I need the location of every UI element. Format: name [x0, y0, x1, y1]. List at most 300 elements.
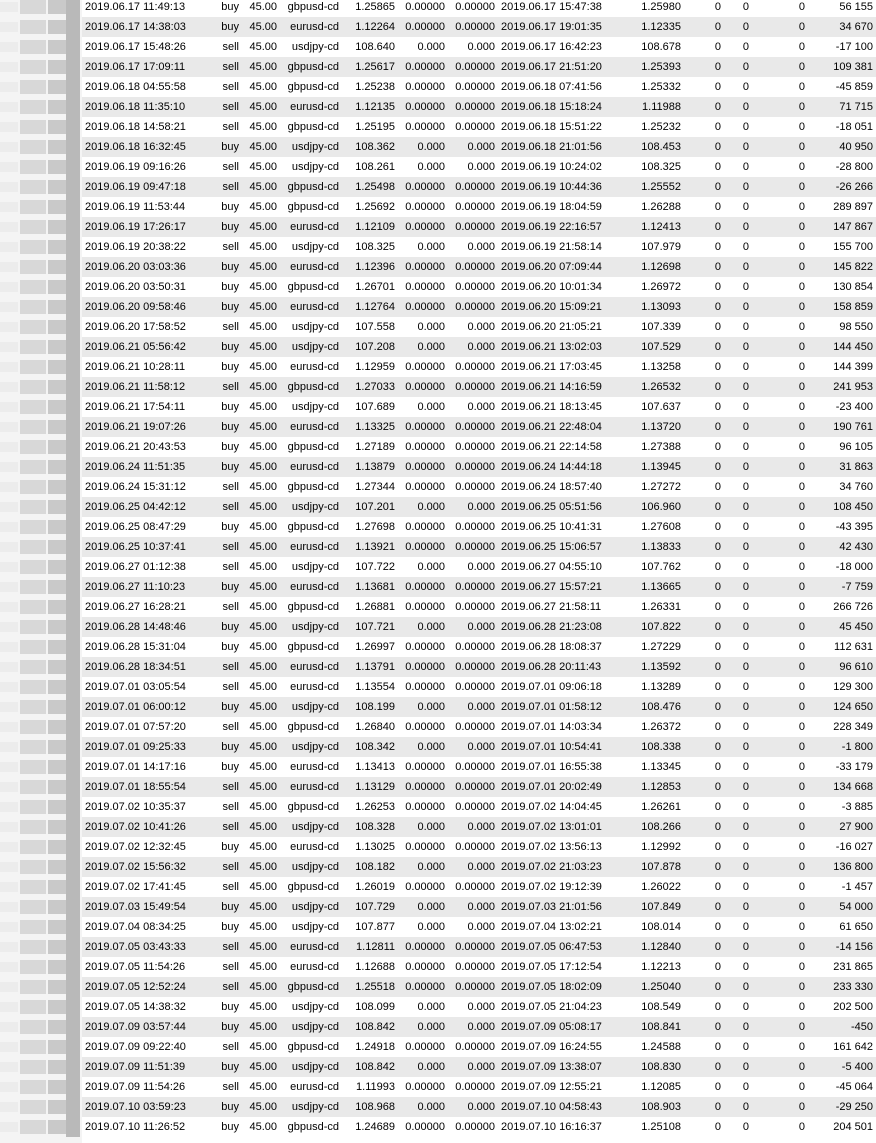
stop-loss-cell: 0.00000 [398, 417, 448, 437]
open-price-cell: 1.25238 [342, 77, 398, 97]
type-cell: sell [207, 877, 242, 897]
redacted-ticket [0, 977, 82, 997]
stop-loss-cell: 0.00000 [398, 597, 448, 617]
swap-cell: 0 [752, 97, 808, 117]
close-price-cell: 1.26532 [626, 377, 684, 397]
open-time-cell: 2019.07.01 14:17:16 [82, 757, 207, 777]
swap-cell: 0 [752, 777, 808, 797]
close-price-cell: 108.014 [626, 917, 684, 937]
stop-loss-cell: 0.00000 [398, 457, 448, 477]
close-price-cell: 1.26288 [626, 197, 684, 217]
profit-cell: 54 000 [808, 897, 876, 917]
take-profit-cell: 0.00000 [448, 597, 498, 617]
taxes-cell: 0 [724, 1097, 752, 1117]
open-time-cell: 2019.06.20 03:50:31 [82, 277, 207, 297]
stop-loss-cell: 0.00000 [398, 17, 448, 37]
taxes-cell: 0 [724, 757, 752, 777]
commission-cell: 0 [684, 677, 724, 697]
taxes-cell: 0 [724, 17, 752, 37]
item-cell: eurusd-cd [280, 217, 342, 237]
redacted-ticket [0, 617, 82, 637]
stop-loss-cell: 0.00000 [398, 1037, 448, 1057]
item-cell: usdjpy-cd [280, 497, 342, 517]
commission-cell: 0 [684, 117, 724, 137]
open-price-cell: 1.25195 [342, 117, 398, 137]
take-profit-cell: 0.00000 [448, 437, 498, 457]
type-cell: sell [207, 37, 242, 57]
item-cell: eurusd-cd [280, 417, 342, 437]
redacted-ticket [0, 97, 82, 117]
type-cell: sell [207, 557, 242, 577]
open-time-cell: 2019.06.21 17:54:11 [82, 397, 207, 417]
size-cell: 45.00 [242, 377, 280, 397]
item-cell: gbpusd-cd [280, 1037, 342, 1057]
take-profit-cell: 0.00000 [448, 957, 498, 977]
open-time-cell: 2019.06.19 09:47:18 [82, 177, 207, 197]
close-price-cell: 107.849 [626, 897, 684, 917]
size-cell: 45.00 [242, 57, 280, 77]
stop-loss-cell: 0.000 [398, 697, 448, 717]
close-time-cell: 2019.06.18 15:18:24 [498, 97, 626, 117]
open-time-cell: 2019.06.18 11:35:10 [82, 97, 207, 117]
taxes-cell: 0 [724, 237, 752, 257]
commission-cell: 0 [684, 937, 724, 957]
take-profit-cell: 0.00000 [448, 477, 498, 497]
close-time-cell: 2019.07.02 13:56:13 [498, 837, 626, 857]
table-row [82, 597, 876, 617]
take-profit-cell: 0.00000 [448, 937, 498, 957]
table-row [82, 757, 876, 777]
profit-cell: -1 800 [808, 737, 876, 757]
open-price-cell: 107.877 [342, 917, 398, 937]
open-price-cell: 1.26997 [342, 637, 398, 657]
close-price-cell: 1.27608 [626, 517, 684, 537]
profit-cell: 129 300 [808, 677, 876, 697]
swap-cell: 0 [752, 517, 808, 537]
taxes-cell: 0 [724, 817, 752, 837]
stop-loss-cell: 0.00000 [398, 297, 448, 317]
close-time-cell: 2019.06.27 04:55:10 [498, 557, 626, 577]
take-profit-cell: 0.00000 [448, 837, 498, 857]
close-time-cell: 2019.06.17 16:42:23 [498, 37, 626, 57]
profit-cell: 40 950 [808, 137, 876, 157]
swap-cell: 0 [752, 997, 808, 1017]
open-price-cell: 108.325 [342, 237, 398, 257]
redacted-ticket [0, 437, 82, 457]
profit-cell: -43 395 [808, 517, 876, 537]
commission-cell: 0 [684, 357, 724, 377]
open-price-cell: 1.25498 [342, 177, 398, 197]
open-time-cell: 2019.06.28 14:48:46 [82, 617, 207, 637]
close-time-cell: 2019.06.19 18:04:59 [498, 197, 626, 217]
commission-cell: 0 [684, 897, 724, 917]
close-time-cell: 2019.06.18 21:01:56 [498, 137, 626, 157]
open-time-cell: 2019.07.01 18:55:54 [82, 777, 207, 797]
taxes-cell: 0 [724, 477, 752, 497]
item-cell: usdjpy-cd [280, 737, 342, 757]
redacted-ticket [0, 137, 82, 157]
size-cell: 45.00 [242, 197, 280, 217]
taxes-cell: 0 [724, 857, 752, 877]
table-row [82, 37, 876, 57]
redacted-ticket [0, 77, 82, 97]
type-cell: sell [207, 857, 242, 877]
size-cell: 45.00 [242, 937, 280, 957]
close-price-cell: 1.13345 [626, 757, 684, 777]
swap-cell: 0 [752, 677, 808, 697]
take-profit-cell: 0.00000 [448, 777, 498, 797]
table-row [82, 377, 876, 397]
close-time-cell: 2019.06.17 21:51:20 [498, 57, 626, 77]
open-time-cell: 2019.07.02 12:32:45 [82, 837, 207, 857]
taxes-cell: 0 [724, 177, 752, 197]
swap-cell: 0 [752, 77, 808, 97]
close-time-cell: 2019.06.21 14:16:59 [498, 377, 626, 397]
stop-loss-cell: 0.00000 [398, 57, 448, 77]
commission-cell: 0 [684, 757, 724, 777]
size-cell: 45.00 [242, 437, 280, 457]
open-price-cell: 1.26701 [342, 277, 398, 297]
redacted-ticket [0, 237, 82, 257]
stop-loss-cell: 0.000 [398, 997, 448, 1017]
type-cell: buy [207, 617, 242, 637]
swap-cell: 0 [752, 697, 808, 717]
close-time-cell: 2019.07.09 12:55:21 [498, 1077, 626, 1097]
swap-cell: 0 [752, 737, 808, 757]
table-row [82, 1117, 876, 1137]
take-profit-cell: 0.00000 [448, 417, 498, 437]
open-time-cell: 2019.07.02 10:41:26 [82, 817, 207, 837]
stop-loss-cell: 0.00000 [398, 657, 448, 677]
type-cell: buy [207, 1117, 242, 1137]
profit-cell: -5 400 [808, 1057, 876, 1077]
type-cell: sell [207, 57, 242, 77]
open-time-cell: 2019.06.19 20:38:22 [82, 237, 207, 257]
stop-loss-cell: 0.00000 [398, 257, 448, 277]
open-price-cell: 107.721 [342, 617, 398, 637]
close-price-cell: 108.830 [626, 1057, 684, 1077]
size-cell: 45.00 [242, 917, 280, 937]
stop-loss-cell: 0.00000 [398, 377, 448, 397]
close-time-cell: 2019.06.27 15:57:21 [498, 577, 626, 597]
open-price-cell: 1.13325 [342, 417, 398, 437]
commission-cell: 0 [684, 797, 724, 817]
close-price-cell: 107.979 [626, 237, 684, 257]
item-cell: usdjpy-cd [280, 157, 342, 177]
item-cell: gbpusd-cd [280, 197, 342, 217]
stop-loss-cell: 0.00000 [398, 777, 448, 797]
table-row [82, 897, 876, 917]
open-price-cell: 1.24918 [342, 1037, 398, 1057]
table-row [82, 437, 876, 457]
close-time-cell: 2019.07.05 18:02:09 [498, 977, 626, 997]
open-price-cell: 1.12396 [342, 257, 398, 277]
commission-cell: 0 [684, 497, 724, 517]
type-cell: sell [207, 597, 242, 617]
taxes-cell: 0 [724, 977, 752, 997]
redacted-ticket [0, 497, 82, 517]
open-time-cell: 2019.07.10 11:26:52 [82, 1117, 207, 1137]
profit-cell: 289 897 [808, 197, 876, 217]
item-cell: gbpusd-cd [280, 377, 342, 397]
profit-cell: 228 349 [808, 717, 876, 737]
redacted-ticket [0, 317, 82, 337]
table-row [82, 117, 876, 137]
close-price-cell: 1.12840 [626, 937, 684, 957]
swap-cell: 0 [752, 417, 808, 437]
taxes-cell: 0 [724, 897, 752, 917]
item-cell: eurusd-cd [280, 677, 342, 697]
redacted-ticket [0, 277, 82, 297]
table-row [82, 957, 876, 977]
close-time-cell: 2019.06.28 18:08:37 [498, 637, 626, 657]
close-time-cell: 2019.06.24 14:44:18 [498, 457, 626, 477]
profit-cell: 144 399 [808, 357, 876, 377]
swap-cell: 0 [752, 557, 808, 577]
table-row [82, 917, 876, 937]
close-time-cell: 2019.07.01 09:06:18 [498, 677, 626, 697]
taxes-cell: 0 [724, 157, 752, 177]
open-price-cell: 1.26840 [342, 717, 398, 737]
commission-cell: 0 [684, 1017, 724, 1037]
type-cell: buy [207, 197, 242, 217]
open-price-cell: 1.13681 [342, 577, 398, 597]
take-profit-cell: 0.000 [448, 317, 498, 337]
close-time-cell: 2019.06.17 15:47:38 [498, 0, 626, 17]
table-row [82, 157, 876, 177]
profit-cell: 136 800 [808, 857, 876, 877]
commission-cell: 0 [684, 417, 724, 437]
open-price-cell: 1.12959 [342, 357, 398, 377]
open-price-cell: 108.362 [342, 137, 398, 157]
swap-cell: 0 [752, 0, 808, 17]
table-row [82, 657, 876, 677]
close-price-cell: 108.325 [626, 157, 684, 177]
table-row [82, 457, 876, 477]
item-cell: gbpusd-cd [280, 797, 342, 817]
profit-cell: 147 867 [808, 217, 876, 237]
close-time-cell: 2019.07.09 16:24:55 [498, 1037, 626, 1057]
type-cell: buy [207, 437, 242, 457]
size-cell: 45.00 [242, 17, 280, 37]
size-cell: 45.00 [242, 1077, 280, 1097]
profit-cell: -450 [808, 1017, 876, 1037]
open-time-cell: 2019.06.24 15:31:12 [82, 477, 207, 497]
close-price-cell: 108.678 [626, 37, 684, 57]
redacted-ticket [0, 17, 82, 37]
profit-cell: -17 100 [808, 37, 876, 57]
commission-cell: 0 [684, 557, 724, 577]
close-price-cell: 1.26972 [626, 277, 684, 297]
open-price-cell: 108.182 [342, 857, 398, 877]
taxes-cell: 0 [724, 677, 752, 697]
commission-cell: 0 [684, 777, 724, 797]
redacted-ticket [0, 37, 82, 57]
taxes-cell: 0 [724, 317, 752, 337]
close-price-cell: 108.476 [626, 697, 684, 717]
item-cell: eurusd-cd [280, 17, 342, 37]
commission-cell: 0 [684, 297, 724, 317]
close-price-cell: 1.27272 [626, 477, 684, 497]
type-cell: sell [207, 97, 242, 117]
open-time-cell: 2019.06.21 20:43:53 [82, 437, 207, 457]
type-cell: sell [207, 77, 242, 97]
type-cell: sell [207, 377, 242, 397]
taxes-cell: 0 [724, 617, 752, 637]
profit-cell: -33 179 [808, 757, 876, 777]
commission-cell: 0 [684, 1117, 724, 1137]
taxes-cell: 0 [724, 777, 752, 797]
size-cell: 45.00 [242, 517, 280, 537]
close-time-cell: 2019.06.19 10:44:36 [498, 177, 626, 197]
size-cell: 45.00 [242, 97, 280, 117]
size-cell: 45.00 [242, 537, 280, 557]
table-row [82, 1097, 876, 1117]
table-row [82, 677, 876, 697]
stop-loss-cell: 0.00000 [398, 277, 448, 297]
size-cell: 45.00 [242, 957, 280, 977]
open-price-cell: 107.208 [342, 337, 398, 357]
commission-cell: 0 [684, 397, 724, 417]
take-profit-cell: 0.00000 [448, 537, 498, 557]
swap-cell: 0 [752, 397, 808, 417]
stop-loss-cell: 0.00000 [398, 537, 448, 557]
swap-cell: 0 [752, 457, 808, 477]
open-time-cell: 2019.07.05 14:38:32 [82, 997, 207, 1017]
take-profit-cell: 0.00000 [448, 577, 498, 597]
commission-cell: 0 [684, 617, 724, 637]
open-time-cell: 2019.07.01 03:05:54 [82, 677, 207, 697]
size-cell: 45.00 [242, 1017, 280, 1037]
stop-loss-cell: 0.00000 [398, 977, 448, 997]
open-time-cell: 2019.06.21 10:28:11 [82, 357, 207, 377]
table-row [82, 637, 876, 657]
type-cell: buy [207, 17, 242, 37]
close-price-cell: 1.11988 [626, 97, 684, 117]
redacted-ticket [0, 737, 82, 757]
stop-loss-cell: 0.000 [398, 897, 448, 917]
redacted-ticket [0, 537, 82, 557]
size-cell: 45.00 [242, 257, 280, 277]
open-time-cell: 2019.07.05 12:52:24 [82, 977, 207, 997]
redacted-ticket [0, 597, 82, 617]
close-time-cell: 2019.07.01 16:55:38 [498, 757, 626, 777]
close-time-cell: 2019.06.18 15:51:22 [498, 117, 626, 137]
close-time-cell: 2019.06.21 13:02:03 [498, 337, 626, 357]
open-time-cell: 2019.06.20 17:58:52 [82, 317, 207, 337]
redacted-ticket [0, 957, 82, 977]
swap-cell: 0 [752, 817, 808, 837]
taxes-cell: 0 [724, 837, 752, 857]
take-profit-cell: 0.000 [448, 897, 498, 917]
redacted-ticket [0, 777, 82, 797]
type-cell: buy [207, 357, 242, 377]
taxes-cell: 0 [724, 497, 752, 517]
take-profit-cell: 0.00000 [448, 217, 498, 237]
commission-cell: 0 [684, 977, 724, 997]
commission-cell: 0 [684, 157, 724, 177]
close-price-cell: 1.13093 [626, 297, 684, 317]
stop-loss-cell: 0.00000 [398, 117, 448, 137]
table-row [82, 497, 876, 517]
open-time-cell: 2019.06.17 15:48:26 [82, 37, 207, 57]
stop-loss-cell: 0.000 [398, 157, 448, 177]
redacted-ticket [0, 1037, 82, 1057]
swap-cell: 0 [752, 637, 808, 657]
profit-cell: -28 800 [808, 157, 876, 177]
close-price-cell: 1.13665 [626, 577, 684, 597]
size-cell: 45.00 [242, 357, 280, 377]
take-profit-cell: 0.000 [448, 497, 498, 517]
close-time-cell: 2019.06.20 10:01:34 [498, 277, 626, 297]
stop-loss-cell: 0.00000 [398, 477, 448, 497]
open-time-cell: 2019.06.25 04:42:12 [82, 497, 207, 517]
close-time-cell: 2019.07.10 16:16:37 [498, 1117, 626, 1137]
stop-loss-cell: 0.000 [398, 737, 448, 757]
stop-loss-cell: 0.00000 [398, 77, 448, 97]
type-cell: buy [207, 337, 242, 357]
commission-cell: 0 [684, 517, 724, 537]
size-cell: 45.00 [242, 577, 280, 597]
stop-loss-cell: 0.00000 [398, 217, 448, 237]
table-row [82, 797, 876, 817]
open-time-cell: 2019.07.09 03:57:44 [82, 1017, 207, 1037]
take-profit-cell: 0.00000 [448, 77, 498, 97]
open-price-cell: 1.13025 [342, 837, 398, 857]
taxes-cell: 0 [724, 517, 752, 537]
swap-cell: 0 [752, 837, 808, 857]
close-price-cell: 107.529 [626, 337, 684, 357]
open-price-cell: 107.722 [342, 557, 398, 577]
size-cell: 45.00 [242, 237, 280, 257]
stop-loss-cell: 0.000 [398, 137, 448, 157]
profit-cell: 124 650 [808, 697, 876, 717]
type-cell: buy [207, 457, 242, 477]
open-price-cell: 1.25865 [342, 0, 398, 17]
open-time-cell: 2019.06.28 15:31:04 [82, 637, 207, 657]
commission-cell: 0 [684, 237, 724, 257]
take-profit-cell: 0.00000 [448, 97, 498, 117]
type-cell: sell [207, 777, 242, 797]
item-cell: gbpusd-cd [280, 477, 342, 497]
swap-cell: 0 [752, 1097, 808, 1117]
ticket-column-redacted [0, 0, 82, 1143]
redacted-ticket [0, 797, 82, 817]
close-price-cell: 1.13289 [626, 677, 684, 697]
close-time-cell: 2019.06.28 20:11:43 [498, 657, 626, 677]
type-cell: sell [207, 1077, 242, 1097]
profit-cell: 56 155 [808, 0, 876, 17]
close-time-cell: 2019.06.19 10:24:02 [498, 157, 626, 177]
open-time-cell: 2019.06.19 09:16:26 [82, 157, 207, 177]
open-time-cell: 2019.06.19 17:26:17 [82, 217, 207, 237]
close-time-cell: 2019.07.01 14:03:34 [498, 717, 626, 737]
size-cell: 45.00 [242, 837, 280, 857]
redacted-ticket [0, 657, 82, 677]
table-row [82, 617, 876, 637]
take-profit-cell: 0.000 [448, 1097, 498, 1117]
take-profit-cell: 0.00000 [448, 277, 498, 297]
swap-cell: 0 [752, 1017, 808, 1037]
redacted-ticket [0, 1097, 82, 1117]
profit-cell: -16 027 [808, 837, 876, 857]
commission-cell: 0 [684, 37, 724, 57]
redacted-ticket [0, 197, 82, 217]
commission-cell: 0 [684, 257, 724, 277]
profit-cell: 266 726 [808, 597, 876, 617]
stop-loss-cell: 0.000 [398, 1097, 448, 1117]
stop-loss-cell: 0.00000 [398, 437, 448, 457]
